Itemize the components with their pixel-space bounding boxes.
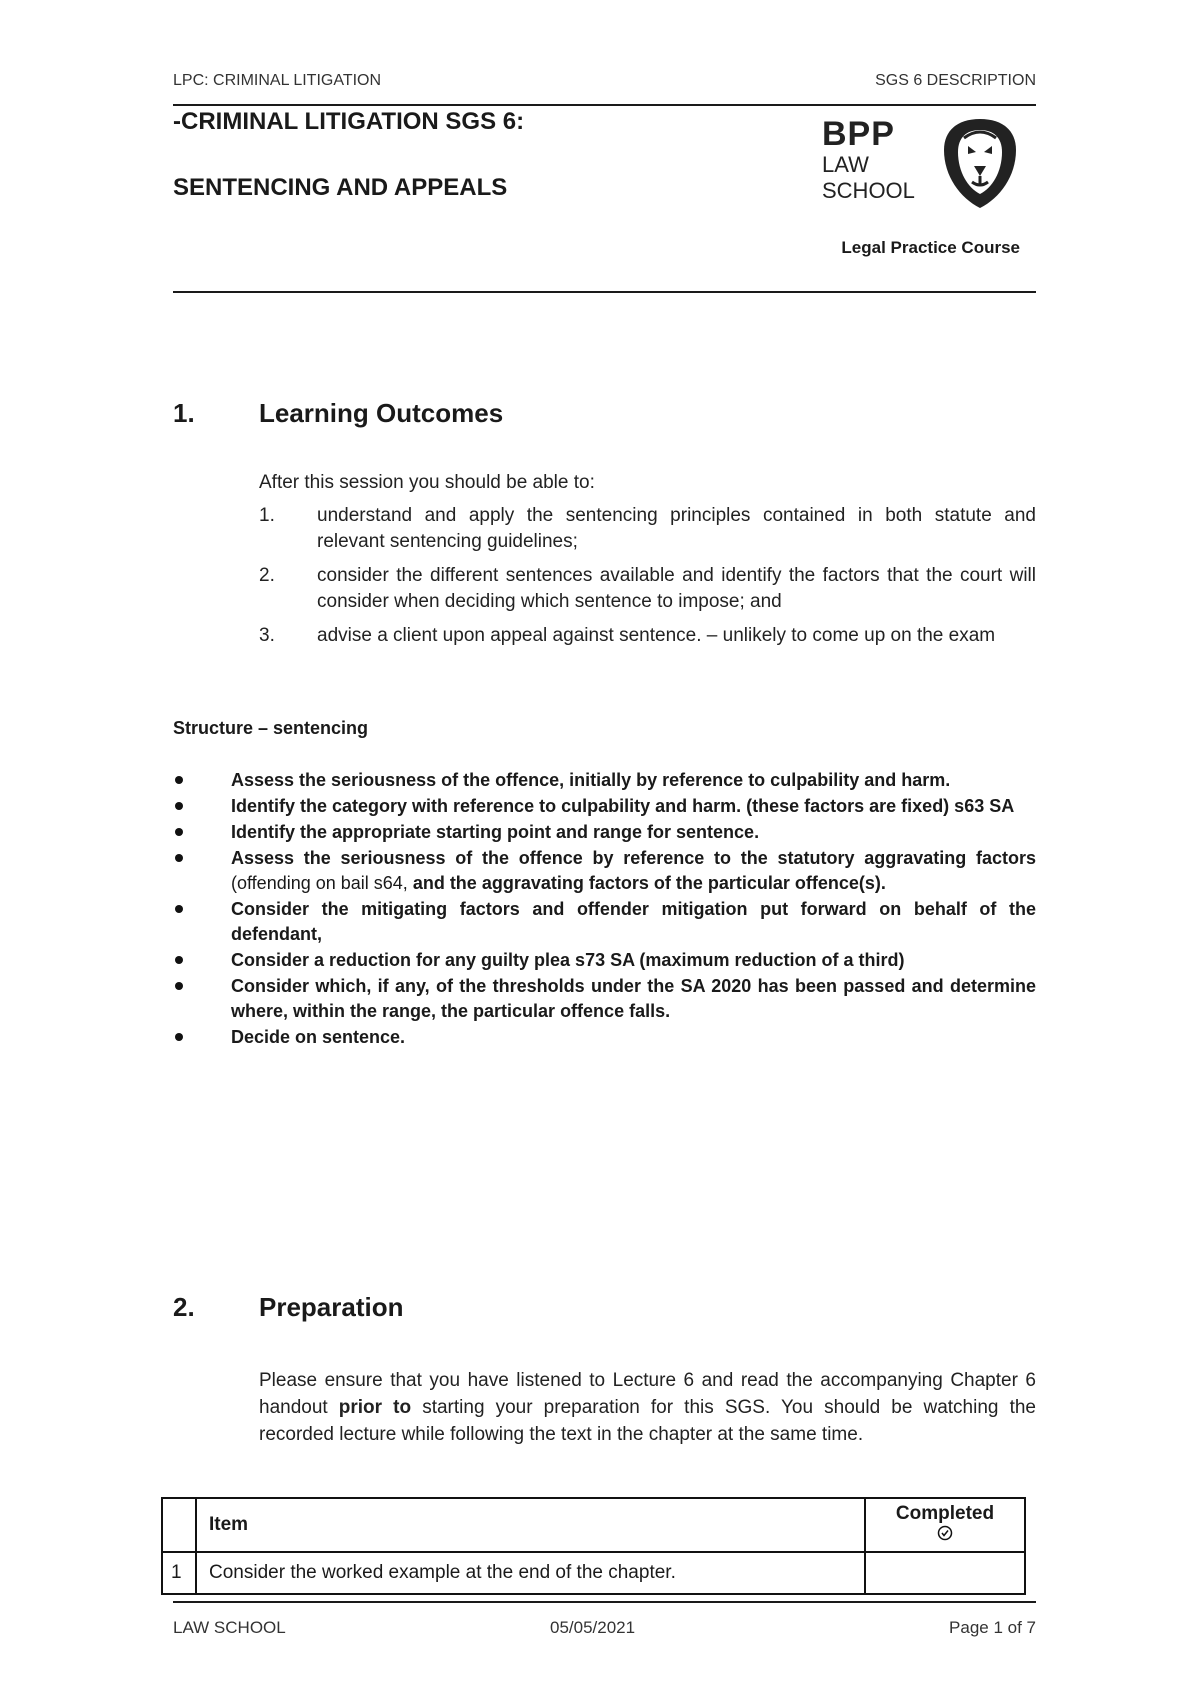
list-item: Assess the seriousness of the offence, initially by reference to culpability and harm. xyxy=(173,768,1036,793)
bullet-icon xyxy=(173,820,231,845)
header-rule xyxy=(173,104,1036,106)
outcomes-intro: After this session you should be able to: xyxy=(259,472,595,493)
list-item: Identify the appropriate starting point and range for sentence. xyxy=(173,820,1036,845)
document-subtitle: SENTENCING AND APPEALS xyxy=(173,174,508,201)
list-item: Consider the mitigating factors and offender mitigation put forward on behalf of the defendant, xyxy=(173,897,1036,947)
list-item: Identify the category with reference to culpability and harm. (these factors are fixed) s63 SA xyxy=(173,794,1036,819)
logo-wordmark: BPP LAW SCHOOL xyxy=(822,115,915,203)
bpp-law-school-logo xyxy=(822,116,1022,216)
footer-date: 05/05/2021 xyxy=(550,1618,636,1637)
preparation-paragraph: Please ensure that you have listened to Lecture 6 and read the accompanying Chapter 6 handout prior to starting your preparation for this SGS. You should be watching the recorded lecture while following the text in the chapter at the same time. xyxy=(259,1370,1036,1445)
preparation-checklist-table xyxy=(161,1497,1026,1595)
footer-rule xyxy=(173,1601,1036,1603)
section-heading-preparation: Preparation xyxy=(259,1292,404,1322)
header-cell-completed: Completed xyxy=(865,1498,1025,1552)
bullet-icon xyxy=(173,897,231,947)
row-completed-cell[interactable] xyxy=(865,1552,1025,1594)
section-number: 1. xyxy=(173,398,195,428)
list-item: Assess the seriousness of the offence by reference to the statutory aggravating factors (offending on bail s64, and the aggravating factors of the particular offence(s). xyxy=(173,846,1036,896)
list-item: 3. advise a client upon appeal against sentence. – unlikely to come up on the exam xyxy=(259,625,996,646)
header-course-title: LPC: CRIMINAL LITIGATION xyxy=(173,72,382,89)
header-document-label: SGS 6 DESCRIPTION xyxy=(875,72,1036,89)
bullet-icon xyxy=(173,974,231,1024)
list-item: 2. consider the different sentences available and identify the factors that the court will consider when deciding which sentence to impose; and xyxy=(259,565,1036,612)
document-title: -CRIMINAL LITIGATION SGS 6: xyxy=(173,108,525,135)
row-item: Consider the worked example at the end of the chapter. xyxy=(196,1552,865,1594)
table-row xyxy=(162,1552,1025,1594)
footer-school: LAW SCHOOL xyxy=(173,1618,286,1637)
section-number: 2. xyxy=(173,1292,195,1322)
bullet-icon xyxy=(173,948,231,973)
row-number: 1 xyxy=(162,1552,196,1594)
table-header-row xyxy=(162,1498,1025,1552)
lion-head-icon xyxy=(938,116,1022,212)
running-header xyxy=(173,72,1036,90)
list-item: Consider which, if any, of the thresholds under the SA 2020 has been passed and determine where, within the range, the particular offence falls. xyxy=(173,974,1036,1024)
course-label: Legal Practice Course xyxy=(841,238,1020,257)
learning-outcomes-list xyxy=(259,503,1036,657)
bullet-icon xyxy=(173,794,231,819)
sentencing-structure-list xyxy=(173,768,1036,1051)
list-item: Decide on sentence. xyxy=(173,1025,1036,1050)
section-heading-learning-outcomes: Learning Outcomes xyxy=(259,398,504,428)
list-item: 1. understand and apply the sentencing principles contained in both statute and relevant sentencing guidelines; xyxy=(259,505,1036,552)
list-item: Consider a reduction for any guilty plea s73 SA (maximum reduction of a third) xyxy=(173,948,1036,973)
check-circle-icon xyxy=(937,1525,953,1541)
bullet-icon xyxy=(173,768,231,793)
bullet-icon xyxy=(173,846,231,896)
structure-heading: Structure – sentencing xyxy=(173,718,369,738)
bullet-icon xyxy=(173,1025,231,1050)
header-cell-number xyxy=(162,1498,196,1552)
header-cell-item: Item xyxy=(196,1498,865,1552)
title-rule xyxy=(173,291,1036,293)
footer-page-number: Page 1 of 7 xyxy=(949,1618,1036,1637)
